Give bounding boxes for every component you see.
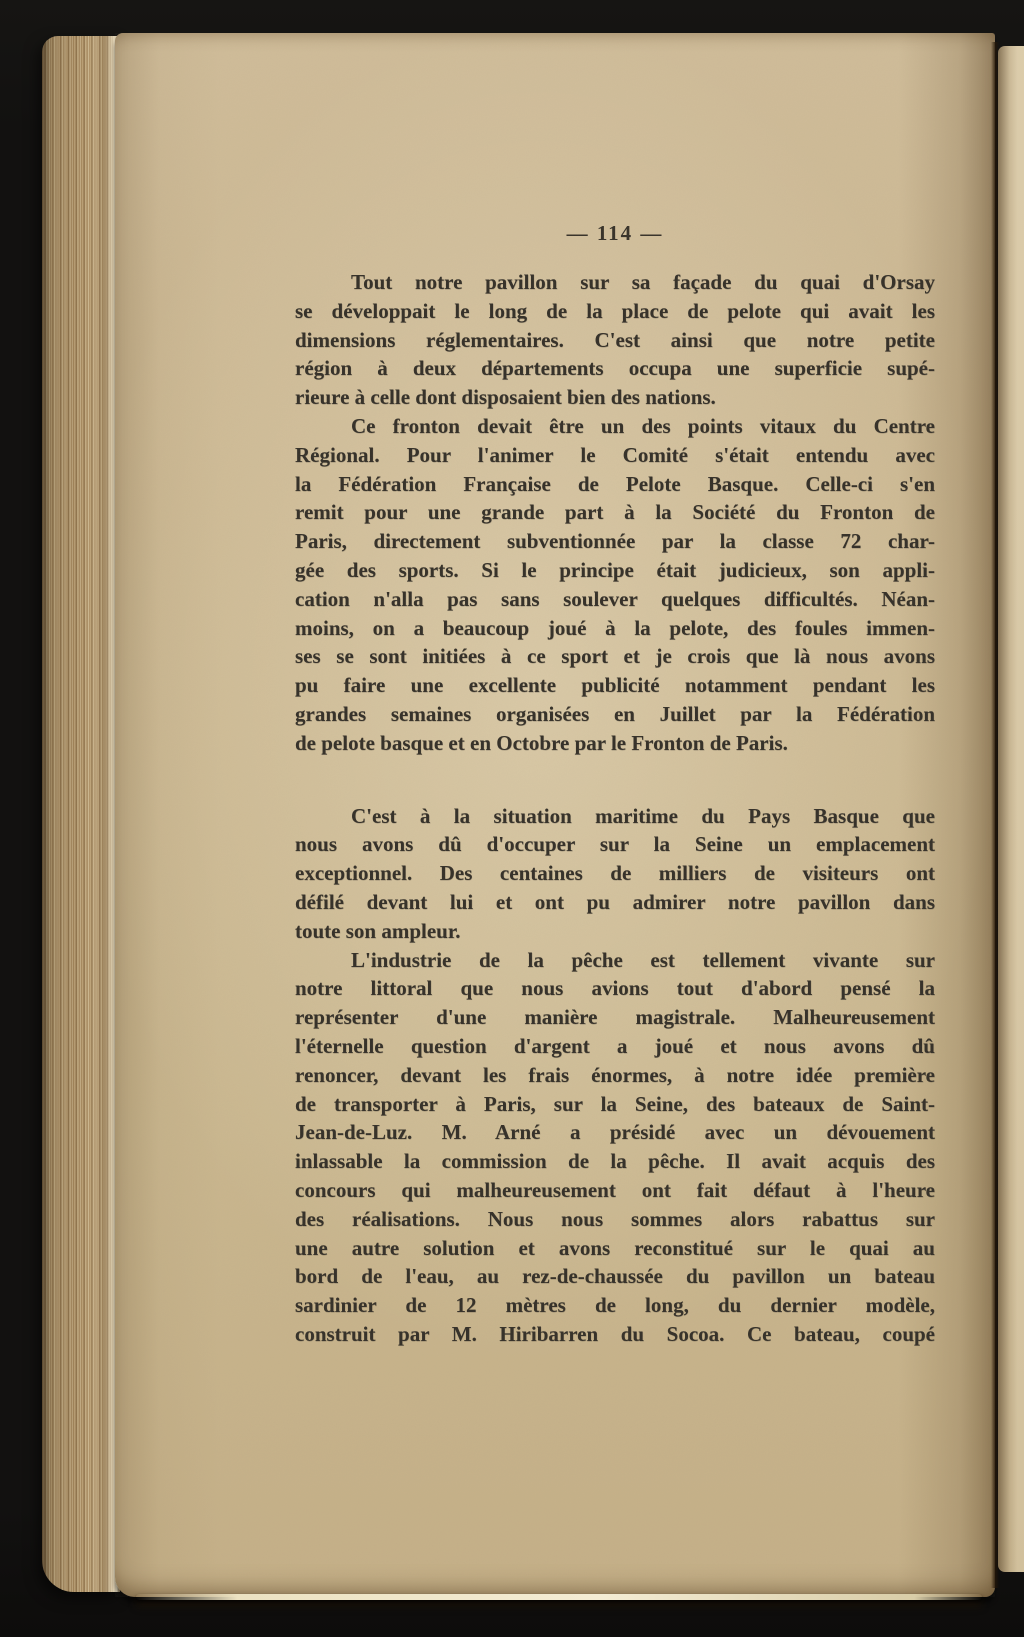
text-line: inlassable la commission de la pêche. Il avait acquis des [295, 1149, 935, 1174]
text-line: grandes semaines organisées en Juillet par la Fédération [295, 701, 935, 726]
text-line: Ce fronton devait être un des points vitaux du Centre [351, 413, 935, 438]
text-line: ses se sont initiées à ce sport et je crois que là nous avons [295, 644, 935, 669]
text-line: de transporter à Paris, sur la Seine, des bateaux de Saint- [295, 1091, 935, 1116]
paragraph [295, 268, 935, 412]
text-line: région à deux départements occupa une superficie supé- [295, 356, 935, 381]
text-line: notre littoral que nous avions tout d'abord pensé la [295, 976, 935, 1001]
text-line: de pelote basque et en Octobre par le Fronton de Paris. [295, 730, 788, 755]
text-line: gée des sports. Si le principe était judicieux, son appli- [295, 557, 935, 582]
paragraph [295, 412, 935, 758]
text-line: moins, on a beaucoup joué à la pelote, des foules immen- [295, 615, 935, 640]
text-line: Tout notre pavillon sur sa façade du quai d'Orsay [351, 270, 935, 294]
text-line: toute son ampleur. [295, 918, 461, 943]
text-line: sardinier de 12 mètres de long, du dernier modèle, [295, 1293, 935, 1318]
text-line: dimensions réglementaires. C'est ainsi que notre petite [295, 327, 935, 352]
facing-page-edge [998, 46, 1024, 1572]
text-line: C'est à la situation maritime du Pays Basque que [351, 803, 935, 828]
text-line: défilé devant lui et ont pu admirer notre pavillon dans [295, 889, 935, 914]
text-line: Régional. Pour l'animer le Comité s'était entendu avec [295, 442, 935, 467]
text-line: l'éternelle question d'argent a joué et nous avons dû [295, 1033, 935, 1058]
text-line: des réalisations. Nous nous sommes alors rabattus sur [295, 1206, 935, 1231]
text-line: représenter d'une manière magistrale. Malheureusement [295, 1005, 935, 1030]
book-page [115, 33, 995, 1597]
text-line: renoncer, devant les frais énormes, à notre idée première [295, 1062, 935, 1087]
paragraph [295, 946, 935, 1349]
text-line: construit par M. Hiribarren du Socoa. Ce bateau, coupé [295, 1321, 935, 1346]
page-bottom-edge-highlight [136, 1594, 982, 1600]
text-line: Jean-de-Luz. M. Arné a présidé avec un dévouement [295, 1120, 935, 1145]
text-line: la Fédération Française de Pelote Basque. Celle-ci s'en [295, 471, 935, 496]
page-text [295, 268, 935, 1349]
text-line: pu faire une excellente publicité notamment pendant les [295, 673, 935, 698]
paragraph [295, 802, 935, 946]
page-edge-stack [42, 36, 120, 1592]
text-line: exceptionnel. Des centaines de milliers de visiteurs ont [295, 861, 935, 886]
page-number: — 114 — [566, 221, 664, 245]
text-line: se développait le long de la place de pelote qui avait les [295, 298, 935, 323]
text-line: remit pour une grande part à la Société du Fronton de [295, 500, 935, 525]
text-line: cation n'alla pas sans soulever quelques difficultés. Néan- [295, 586, 935, 611]
text-line: Paris, directement subventionnée par la classe 72 char- [295, 529, 935, 554]
text-line: bord de l'eau, au rez-de-chaussée du pavillon un bateau [295, 1264, 935, 1289]
text-line: une autre solution et avons reconstitué sur le quai au [295, 1235, 935, 1260]
text-line: concours qui malheureusement ont fait défaut à l'heure [295, 1177, 935, 1202]
text-line: rieure à celle dont disposaient bien des nations. [295, 385, 716, 410]
text-line: nous avons dû d'occuper sur la Seine un emplacement [295, 832, 935, 857]
text-line: L'industrie de la pêche est tellement vivante sur [351, 947, 935, 972]
